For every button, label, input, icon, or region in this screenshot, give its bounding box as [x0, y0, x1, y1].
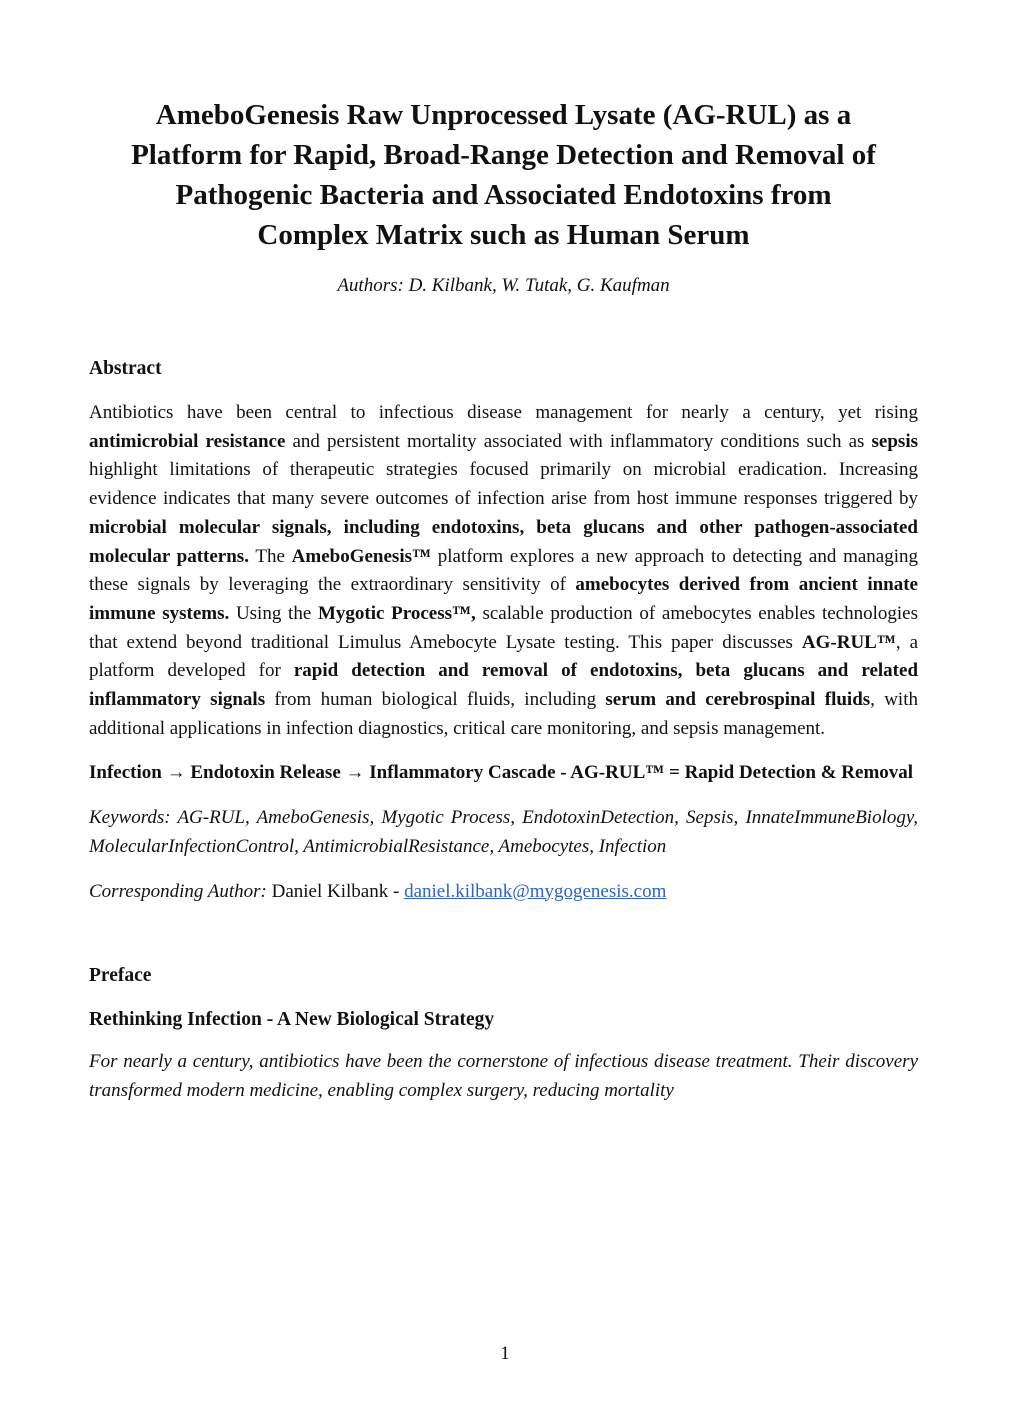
text-segment: Using the — [229, 602, 318, 624]
text-segment: Daniel Kilbank - — [266, 880, 405, 902]
text-segment: AmeboGenesis™ — [291, 545, 431, 567]
abstract-heading: Abstract — [89, 358, 162, 379]
preface-paragraph — [89, 1048, 918, 1105]
text-segment: , a platform developed for — [89, 631, 918, 682]
text-segment: scalable production of amebocytes enables technologies that extend beyond traditional Limulus Amebocyte Lysate testing. This paper discusses — [89, 602, 919, 653]
text-segment: For nearly a century, antibiotics have been the cornerstone of infectious disease treatment. Their discovery transformed modern medicine, enabling complex surgery, reducing mortality — [89, 1051, 918, 1101]
page-number: 1 — [500, 1343, 510, 1364]
text-segment: and persistent mortality associated with inflammatory conditions such as — [285, 430, 872, 452]
corresponding-author-line — [89, 878, 918, 907]
paper-title-line: Platform for Rapid, Broad-Range Detection and Removal of — [131, 139, 876, 171]
paper-title-line: AmeboGenesis Raw Unprocessed Lysate (AG-RUL) as a — [155, 99, 852, 131]
authors-line: Authors: D. Kilbank, W. Tutak, G. Kaufman — [337, 275, 670, 296]
email-link[interactable]: daniel.kilbank@mygogenesis.com — [404, 880, 667, 902]
preface-heading: Preface — [89, 965, 152, 987]
text-segment: Infection → Endotoxin Release → Inflammatory Cascade - AG-RUL™ = Rapid Detection & Removal — [89, 762, 914, 784]
paper-title-line: Complex Matrix such as Human Serum — [257, 219, 750, 251]
text-segment: amebocytes derived from ancient innate immune systems. — [89, 574, 918, 624]
paper-title — [89, 95, 918, 255]
text-segment: , with additional applications in infection diagnostics, critical care monitoring, and sepsis management. — [89, 689, 918, 739]
text-segment: Antibiotics have been central to infectious disease management for nearly a century, yet rising — [89, 402, 918, 423]
text-segment: Mygotic Process™, — [317, 602, 476, 624]
document-page — [0, 95, 1010, 1415]
keywords-paragraph — [89, 804, 918, 861]
abstract-paragraph — [89, 399, 918, 743]
text-segment: highlight limitations of therapeutic strategies focused primarily on microbial eradication. Increasing evidence indicates that many severe outcomes of infection arise from host immune responses triggered by — [89, 459, 918, 510]
preface-subheading: Rethinking Infection - A New Biological Strategy — [89, 1009, 495, 1031]
text-segment: from human biological fluids, including — [265, 689, 606, 711]
text-segment: microbial molecular signals, including endotoxins, beta glucans and other pathogen-associated molecular patterns. — [89, 516, 918, 567]
text-segment: sepsis — [871, 430, 918, 452]
flow-summary-line — [89, 759, 918, 788]
text-segment: antimicrobial resistance — [89, 430, 286, 452]
text-segment: AG-RUL™ — [801, 631, 896, 653]
text-segment: Keywords: AG-RUL, AmeboGenesis, Mygotic Process, EndotoxinDetection, Sepsis, InnateImmuneBiology, MolecularInfectionControl, AntimicrobialResistance, Amebocytes, Infection — [89, 807, 918, 857]
text-segment: rapid detection and removal of endotoxins, beta glucans and related inflammatory signals — [89, 660, 919, 711]
text-segment: serum and cerebrospinal fluids — [605, 689, 871, 711]
text-segment: platform explores a new approach to detecting and managing these signals by leveraging the extraordinary sensitivity of — [89, 545, 919, 596]
text-segment: Corresponding Author: — [89, 880, 267, 902]
paper-title-line: Pathogenic Bacteria and Associated Endotoxins from — [175, 179, 832, 211]
text-segment: The — [248, 545, 292, 567]
